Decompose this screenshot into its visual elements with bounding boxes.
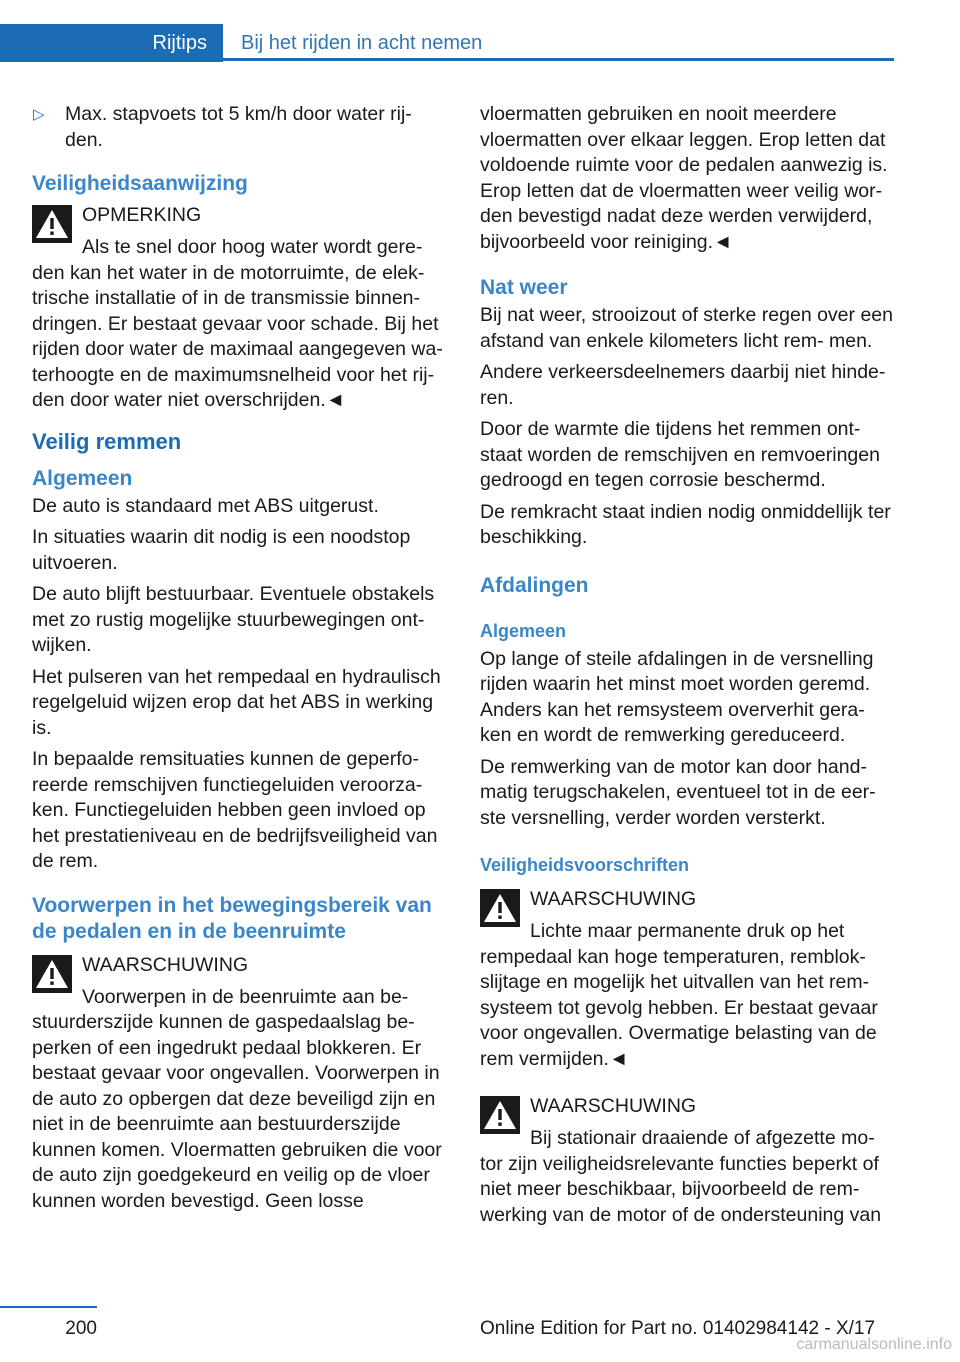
warning-triangle-icon [480,889,520,927]
warning-box [32,953,448,1215]
triangle-right-outline-icon: ▷ [33,106,45,123]
paragraph: Op lange of steile afdalingen in de versnelling rijden waarin het minst moet worden geremd. Anders kan het remsysteem oververhit gera- ken en wordt de remwerking gereduceerd. [480,647,874,746]
warning-text: Voorwerpen in de beenruimte aan be- stuurderszijde kunnen de gaspedaalslag be- perken of een ingedrukt pedaal blokkeren. Er bestaat gevaar voor ongevallen. Voorwerpen in de auto zo opbergen dat deze beveiligd zijn en niet in de beenruimte aan bestuurderszijde kunnen komen. Vloermatten gebruiken die voor de auto zijn goedgekeurd en veilig op de vloer kunnen worden bevestigd. Geen losse [32,985,442,1212]
header-chapter-title: Bij het rijden in acht nemen [241,32,483,54]
heading-safety-rules: Veiligheidsvoorschriften [480,855,690,875]
left-column [32,102,448,1228]
warning-label: WAARSCHUWING [530,1095,697,1117]
note-text: Als te snel door hoog water wordt gere- den kan het water in de motorruimte, de elek- trische installatie of in de transmissie binnen- dringen. Er bestaat gevaar voor schade. Bij het rijden door water de maximaal aangegeven wa- terhoogte en de maximumsnelheid voor het rij- den door water niet overschrijden.◄ [32,236,443,411]
footer-rule [0,1306,97,1308]
heading-descents: Afdalingen [480,573,589,597]
page-number: 200 [65,1318,97,1339]
warning-triangle-icon [32,205,72,243]
paragraph: In situaties waarin dit nodig is een noodstop uitvoeren. [32,526,411,574]
note-label: OPMERKING [82,204,202,226]
warning-label: WAARSCHUWING [530,888,697,910]
heading-safety-note: Veiligheidsaanwijzing [32,172,248,195]
heading-general: Algemeen [32,466,133,490]
list-item-text: Max. stapvoets tot 5 km/h door water rij- den. [65,103,412,151]
heading-safe-braking: Veilig remmen [32,428,182,454]
warning-box [480,1094,896,1228]
paragraph: Andere verkeersdeelnemers daarbij niet hinde- ren. [480,361,886,409]
warning-text: Lichte maar permanente druk op het rempedaal kan hoge temperaturen, remblok- slijtage en mogelijk het uitvallen van het rem- systeem tot gevolg hebben. Er bestaat gevaar voor ongevallen. Overmatige belasting van de rem vermijden.◄ [480,920,878,1070]
watermark: carmanualsonline.info [796,1336,952,1353]
heading-objects-pedal-area: Voorwerpen in het bewegingsbereik van de pedalen en in de beenruimte [32,893,432,943]
warning-triangle-icon [32,955,72,993]
warning-triangle-icon [480,1096,520,1134]
paragraph: Het pulseren van het rempedaal en hydraulisch regelgeluid wijzen erop dat het ABS in werking is. [32,665,441,739]
paragraph: De auto blijft bestuurbaar. Eventuele obstakels met zo rustig mogelijke stuurbewegingen ont- wijken. [32,583,435,656]
warning-label: WAARSCHUWING [82,953,249,976]
paragraph: De auto is standaard met ABS uitgerust. [32,494,379,517]
paragraph: Bij nat weer, strooizout of sterke regen over een afstand van enkele kilometers licht rem- men. [480,304,893,352]
heading-wet-weather: Nat weer [480,276,568,299]
paragraph: De remkracht staat indien nodig onmiddellijk ter beschikking. [480,500,891,548]
warning-box [480,887,896,1072]
paragraph: Door de warmte die tijdens het remmen ont- staat worden de remschijven en remvoeringen gedroogd en tegen corrosie beschermd. [480,418,880,491]
warning-text: Bij stationair draaiende of afgezette mo- tor zijn veiligheidsrelevante functies beperkt of niet meer beschikbaar, bijvoorbeeld de rem- werking van de motor of de ondersteuning van [480,1127,882,1226]
list-item [32,102,448,153]
note-box [32,203,448,414]
page-header [0,24,894,62]
paragraph: vloermatten gebruiken en nooit meerdere vloermatten over elkaar leggen. Erop letten dat voldoende ruimte voor de pedalen aanwezig is. Erop letten dat de vloermatten weer veilig wor- den bevestigd nadat deze werden verwijderd, bijvoorbeeld voor reiniging.◄ [480,103,888,253]
paragraph: In bepaalde remsituaties kunnen de geperfo- reerde remschijven functiegeluiden veroorza- ken. Functiegeluiden hebben geen invloed op het prestatieniveau en de bedrijfsveiligheid van de rem. [32,748,438,872]
header-section-label: Rijtips [152,32,207,54]
paragraph: De remwerking van de motor kan door hand- matig terugschakelen, eventueel tot in de eer- ste versnelling, verder worden versterkt. [480,755,876,829]
header-rule [223,58,894,61]
right-column [480,102,896,1242]
heading-general: Algemeen [480,620,567,641]
edition-note: Online Edition for Part no. 01402984142 - X/17 [480,1318,876,1339]
